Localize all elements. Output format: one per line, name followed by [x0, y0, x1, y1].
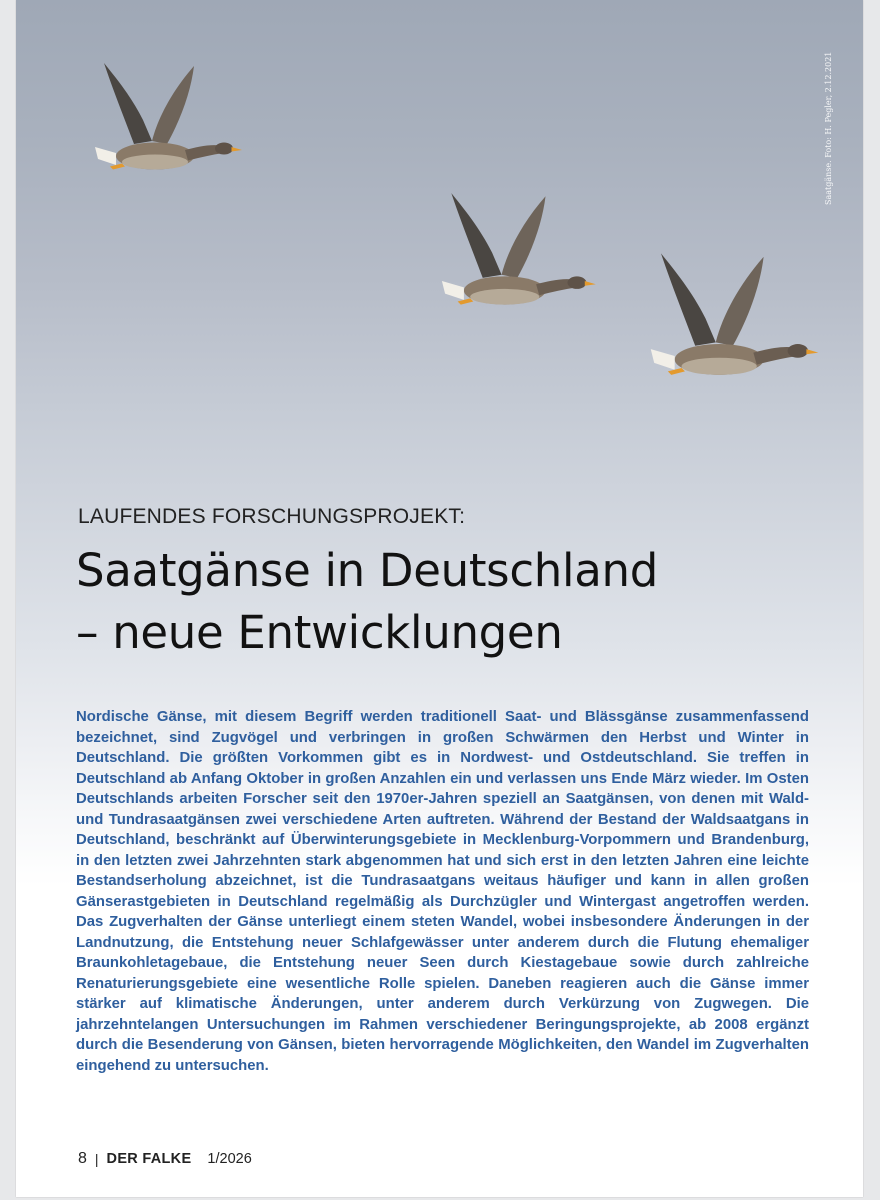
geese-photo — [16, 0, 863, 470]
page-number: 8 — [78, 1150, 87, 1167]
flying-goose-icon — [442, 193, 596, 304]
flying-goose-icon — [651, 253, 819, 374]
magazine-name: DER FALKE — [106, 1151, 192, 1167]
title-line-2: – neue Entwicklungen — [76, 606, 563, 659]
article-lede: Nordische Gänse, mit diesem Begriff werden traditionell Saat- und Blässgänse zusammenfassend bezeichnet, sind Zugvögel und verbringen in großen Schwärmen den Herbst und Winter in Deutschland. Die größten Vorkommen gibt es in Nordwest- und Ostdeutschland. Sie treffen in Deutschland ab Anfang Oktober in großen Anzahlen ein und verlassen uns Ende März wieder. Im Osten Deutschlands arbeiten Forscher seit den 1970er-Jahren speziell an Saatgänsen, von denen mit Wald- und Tundrasaatgänsen zwei verschiedene Arten auftreten. Während der Bestand der Waldsaatgans in Deutschland, beschränkt auf Überwinterungsgebiete in Mecklenburg-Vorpommern und Brandenburg, in den letzten zwei Jahrzehnten stark abgenommen hat und sich erst in den letzten Jahren eine leichte Bestandserholung abzeichnet, ist die Tundrasaatgans weitaus häufiger und kann in allen großen Gänserastgebieten in Deutschland regelmäßig als Durchzügler und Wintergast angetroffen werden. Das Zugverhalten der Gänse unterliegt einem steten Wandel, wobei insbesondere Änderungen in der Landnutzung, die Entstehung neuer Schlafgewässer unter anderem durch die Flutung ehemaliger Braunkohletagebaue, die Entstehung neuer Seen durch Kiestagebaue sowie durch zahlreiche Renaturierungsgebiete eine wesentliche Rolle spielen. Daneben reagieren auch die Gänse immer stärker auf klimatische Änderungen, unter anderem durch Verkürzung von Zugwegen. Die jahrzehntelangen Untersuchungen im Rahmen verschiedener Beringungsprojekte, ab 2008 ergänzt durch die Besenderung von Gänsen, bieten hervorragende Möglichkeiten, den Wandel im Zugverhalten eingehend zu untersuchen. — [76, 709, 809, 1074]
page-footer — [78, 1150, 252, 1168]
article-title — [76, 540, 836, 664]
flying-goose-icon — [95, 63, 242, 170]
footer-separator: | — [94, 1151, 99, 1167]
title-line-1: Saatgänse in Deutschland — [76, 544, 658, 597]
issue-number: 1/2026 — [207, 1151, 252, 1167]
magazine-page — [16, 0, 863, 1197]
photo-credit: Saatgänse. Foto: H. Pegler, 2.12.2021 — [824, 51, 833, 205]
article-kicker: LAUFENDES FORSCHUNGSPROJEKT: — [78, 505, 466, 528]
